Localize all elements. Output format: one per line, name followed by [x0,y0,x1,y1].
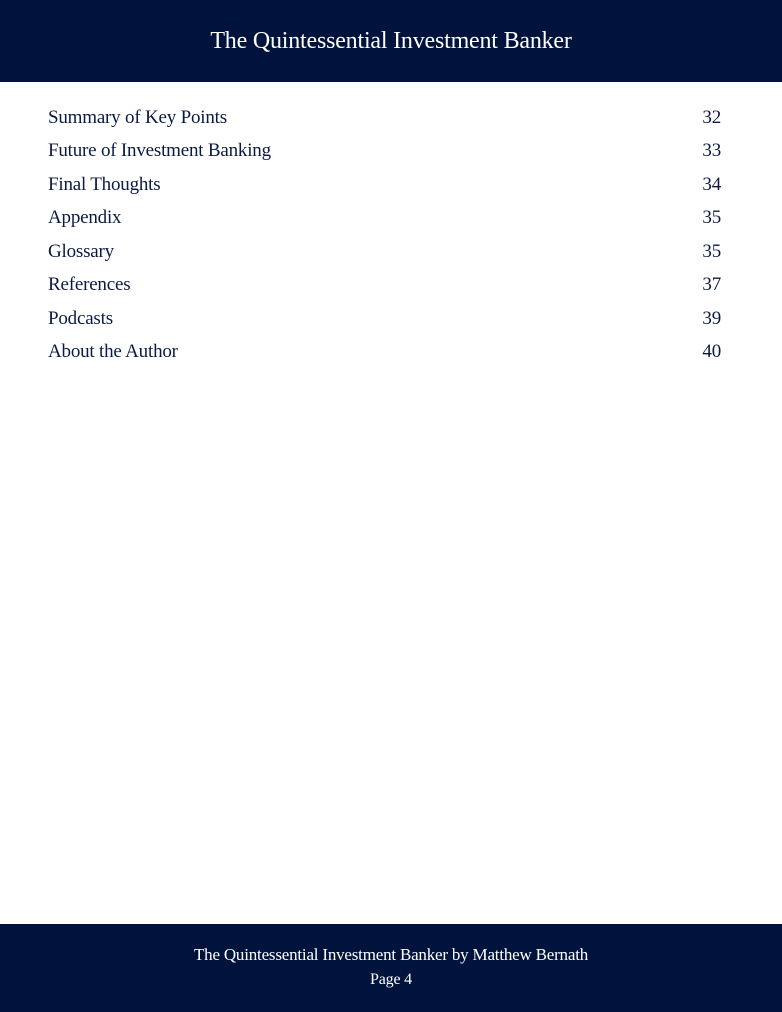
toc-entry-podcasts[interactable] [48,302,721,336]
page-footer [0,924,782,1012]
toc-entry-page: 32 [702,106,721,128]
toc-entry-title: Podcasts [48,307,113,329]
toc-entry-title: Summary of Key Points [48,106,227,128]
toc-entry-page: 34 [702,173,721,195]
toc-entry-title: Appendix [48,207,122,229]
toc-entry-page: 39 [702,307,721,329]
toc-entry-title: Future of Investment Banking [48,140,271,162]
toc-entry-final-thoughts[interactable] [48,168,721,202]
toc-entry-page: 35 [702,240,721,262]
toc-entry-page: 37 [702,274,721,296]
page-title: The Quintessential Investment Banker [210,28,572,54]
table-of-contents [48,101,721,369]
page-header [0,0,782,82]
toc-entry-title: Glossary [48,240,114,262]
toc-entry-title: References [48,274,131,296]
toc-entry-summary-of-key-points[interactable] [48,101,721,135]
toc-entry-page: 35 [702,207,721,229]
page-number: Page 4 [370,971,412,988]
toc-entry-page: 40 [702,341,721,363]
footer-credit: The Quintessential Investment Banker by Matthew Bernath [193,945,589,964]
toc-entry-references[interactable] [48,269,721,303]
toc-entry-title: About the Author [48,341,178,363]
toc-entry-glossary[interactable] [48,235,721,269]
toc-entry-appendix[interactable] [48,202,721,236]
toc-entry-page: 33 [702,140,721,162]
toc-entry-about-the-author[interactable] [48,336,721,370]
toc-entry-title: Final Thoughts [48,173,161,195]
toc-entry-future-of-investment-banking[interactable] [48,135,721,169]
